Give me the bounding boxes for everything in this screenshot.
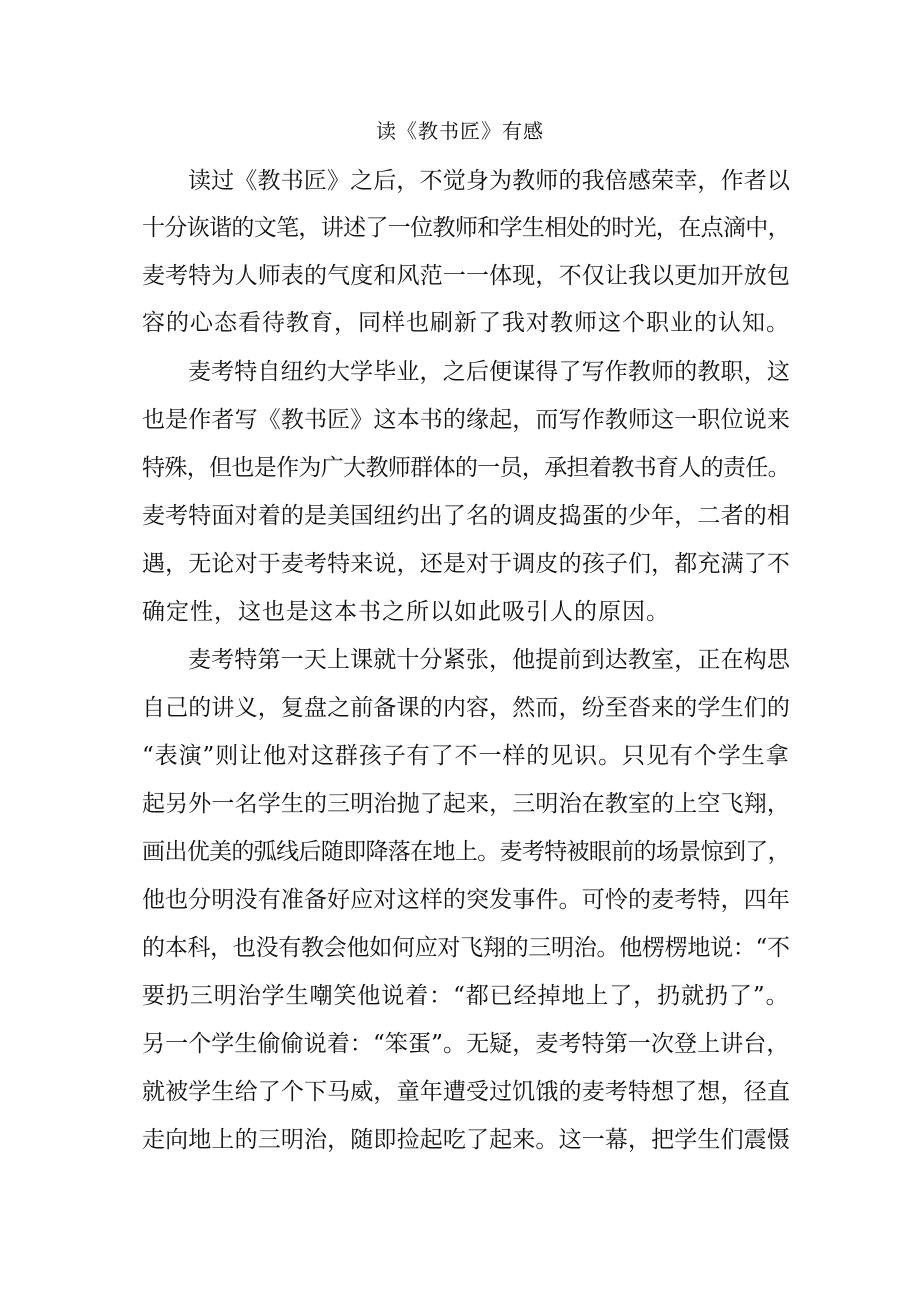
paragraph-2-line-3: 特殊，但也是作为广大教师群体的一员，承担着教书育人的责任。 [142,455,791,481]
paragraph-3-line-9: 另一个学生偷偷说着：“笨蛋”。无疑，麦考特第一次登上讲台， [142,1031,790,1057]
paragraph-3-line-1: 麦考特第一天上课就十分紧张，他提前到达教室，正在构思 [188,647,790,673]
paragraph-1-line-1: 读过《教书匠》之后，不觉身为教师的我倍感荣幸，作者以 [188,168,790,194]
document-title: 读《教书匠》有感 [376,119,544,143]
paragraph-3-line-10: 就被学生给了个下马威，童年遭受过饥饿的麦考特想了想，径直 [142,1079,790,1105]
paragraph-3-line-8: 要扔三明治学生嘲笑他说着：“都已经掉地上了，扔就扔了”。 [142,983,790,1009]
paragraph-2-line-5: 遇，无论对于麦考特来说，还是对于调皮的孩子们，都充满了不 [142,551,790,577]
paragraph-3-line-5: 画出优美的弧线后随即降落在地上。麦考特被眼前的场景惊到了， [142,839,791,865]
paragraph-3-line-4: 起另外一名学生的三明治抛了起来，三明治在教室的上空飞翔， [142,791,790,817]
paragraph-3-line-7: 的本科，也没有教会他如何应对飞翔的三明治。他楞楞地说：“不 [142,935,790,961]
paragraph-2-line-4: 麦考特面对着的是美国纽约出了名的调皮捣蛋的少年，二者的相 [142,503,790,529]
paragraph-3-line-3: “表演”则让他对这群孩子有了不一样的见识。只见有个学生拿 [142,743,790,769]
paragraph-3-line-6: 他也分明没有准备好应对这样的突发事件。可怜的麦考特，四年 [142,887,790,913]
paragraph-3-line-2: 自己的讲义，复盘之前备课的内容，然而，纷至沓来的学生们的 [142,695,790,721]
paragraph-2-line-1: 麦考特自纽约大学毕业，之后便谋得了写作教师的教职，这 [188,359,790,385]
paragraph-1-line-2: 十分诙谐的文笔，讲述了一位教师和学生相处的时光，在点滴中， [142,215,791,241]
paragraph-1-line-4: 容的心态看待教育，同样也刷新了我对教师这个职业的认知。 [142,310,790,336]
paragraph-2-line-2: 也是作者写《教书匠》这本书的缘起，而写作教师这一职位说来 [142,407,790,433]
paragraph-1-line-3: 麦考特为人师表的气度和风范一一体现，不仅让我以更加开放包 [142,263,790,289]
paragraph-2-line-6: 确定性，这也是这本书之所以如此吸引人的原因。 [142,599,670,625]
paragraph-3-line-11: 走向地上的三明治，随即捡起吃了起来。这一幕，把学生们震慑 [142,1127,790,1153]
